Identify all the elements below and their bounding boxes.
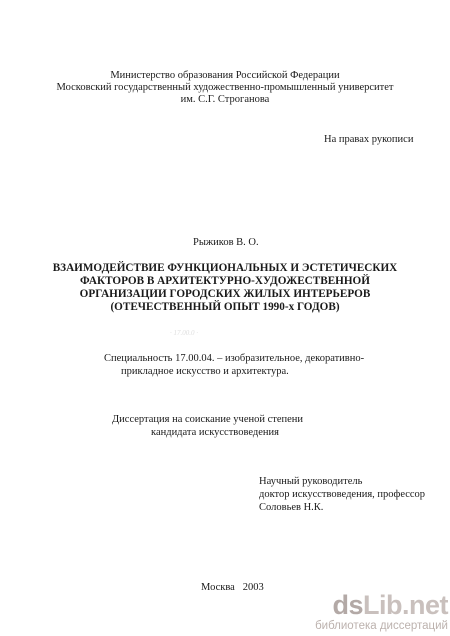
specialty-line-1: Специальность 17.00.04. – изобразительное, декоративно- bbox=[104, 353, 365, 364]
faded-stamp: · 17.00.0 · bbox=[170, 329, 198, 337]
degree-line-1: Диссертация на соискание ученой степени bbox=[112, 414, 304, 425]
university-name-line: им. С.Г. Строганова bbox=[180, 94, 270, 105]
manuscript-rights-note: На правах рукописи bbox=[324, 134, 414, 145]
title-line-3: ОРГАНИЗАЦИИ ГОРОДСКИХ ЖИЛЫХ ИНТЕРЬЕРОВ bbox=[79, 288, 371, 300]
supervisor-degree: доктор искусствоведения, профессор bbox=[259, 489, 426, 500]
title-line-2: ФАКТОРОВ В АРХИТЕКТУРНО-ХУДОЖЕСТВЕННОЙ bbox=[80, 275, 370, 287]
dslib-watermark bbox=[284, 590, 448, 634]
dslib-subtitle: библиотека диссертаций bbox=[315, 620, 448, 632]
title-line-1: ВЗАИМОДЕЙСТВИЕ ФУНКЦИОНАЛЬНЫХ И ЭСТЕТИЧЕСКИХ bbox=[52, 262, 398, 274]
university-line: Московский государственный художественно-промышленный университет bbox=[56, 82, 394, 93]
dslib-logo bbox=[284, 590, 448, 620]
supervisor-name: Соловьев Н.К. bbox=[259, 502, 324, 513]
ministry-line: Министерство образования Российской Федерации bbox=[110, 70, 340, 81]
specialty-line-2: прикладное искусство и архитектура. bbox=[121, 366, 289, 377]
supervisor-label: Научный руководитель bbox=[259, 476, 363, 487]
degree-line-2: кандидата искусствоведения bbox=[151, 427, 279, 438]
logo-part-ds: ds bbox=[332, 590, 363, 620]
title-line-4: (ОТЕЧЕСТВЕННЫЙ ОПЫТ 1990-х ГОДОВ) bbox=[110, 301, 340, 313]
logo-part-lib: Lib.net bbox=[363, 590, 448, 620]
author-name: Рыжиков В. О. bbox=[193, 237, 259, 248]
city-year: Москва 2003 bbox=[201, 582, 264, 593]
